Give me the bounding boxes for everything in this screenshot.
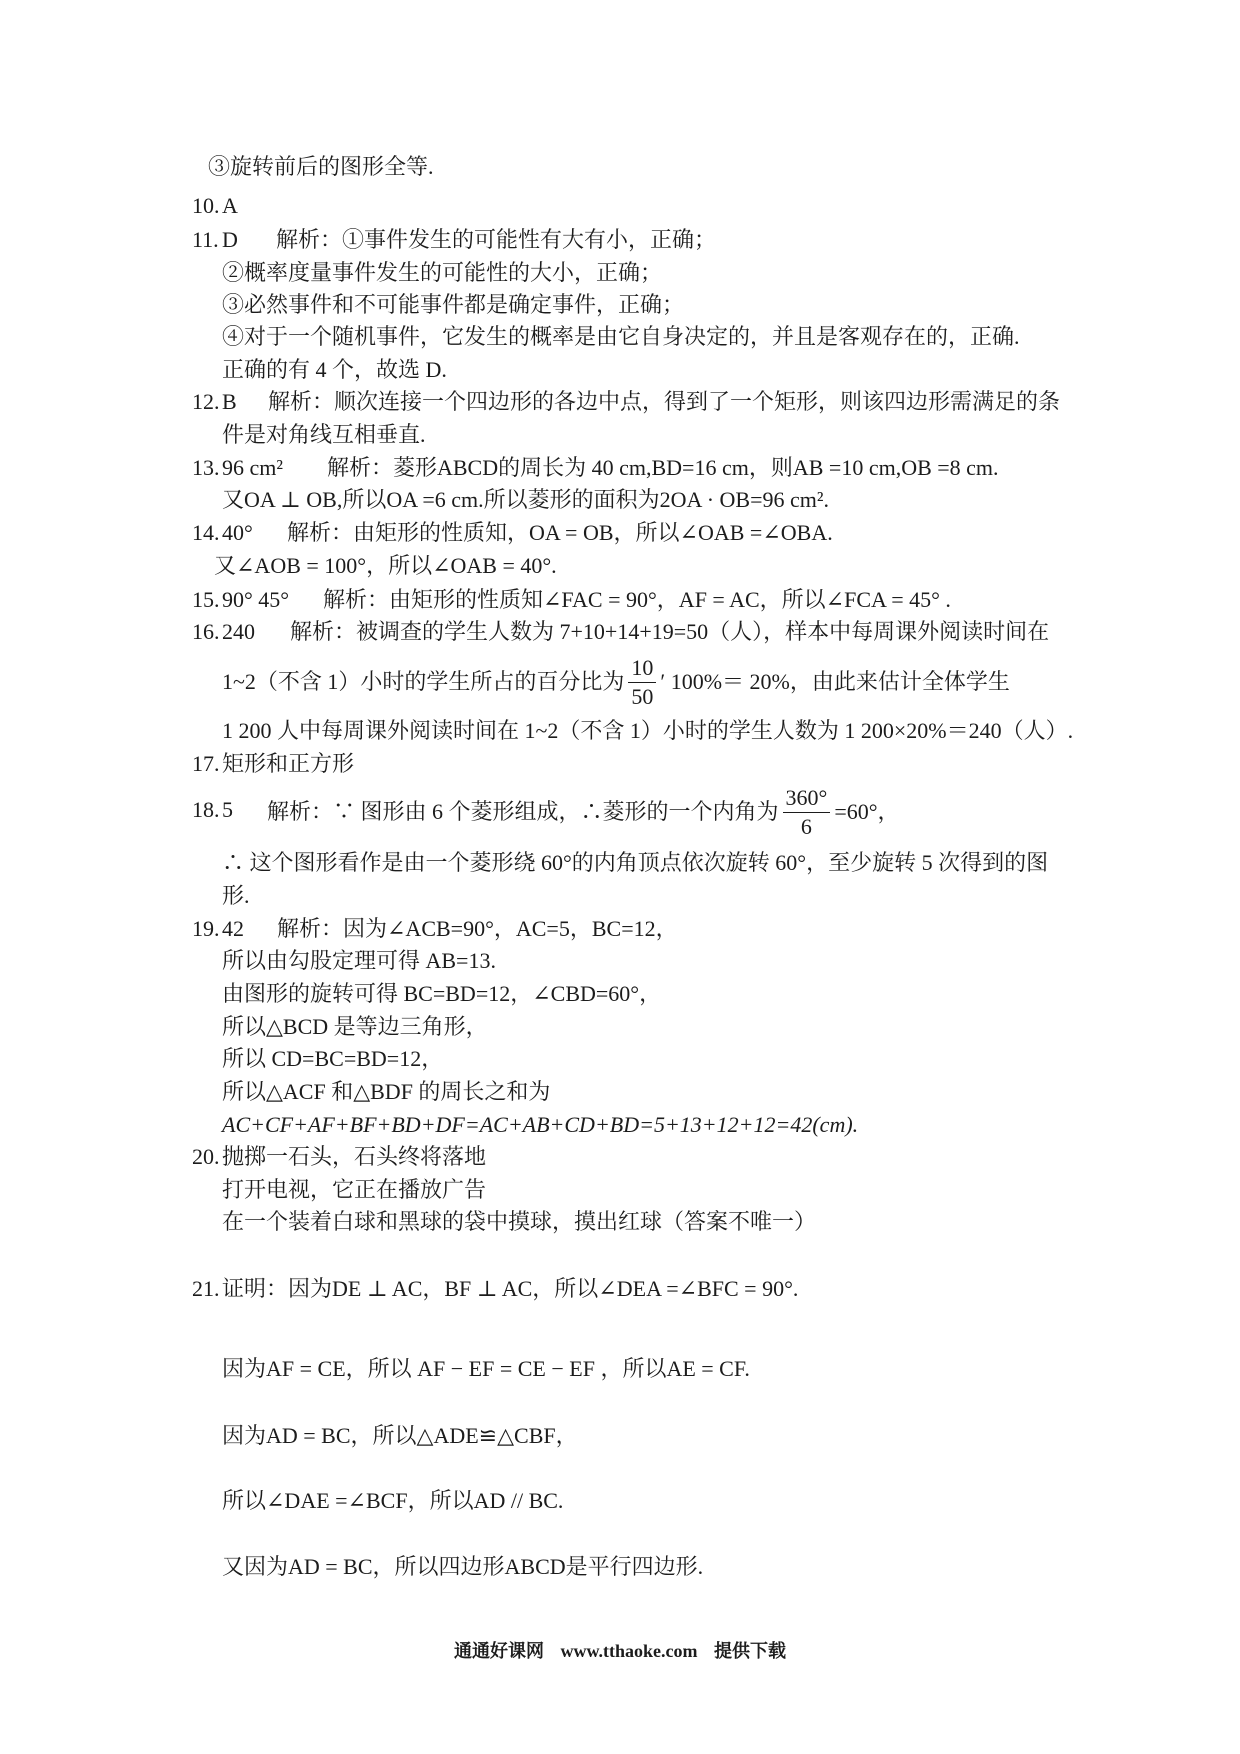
fraction-numerator: 10 [628,654,656,683]
answer-12-number: 12. [192,389,220,414]
answer-14-line: 又∠AOB = 100°，所以∠OAB = 40°. [214,553,557,578]
answer-19-line: 所以 CD=BC=BD=12， [222,1046,444,1071]
answer-20-line: 在一个装着白球和黑球的袋中摸球，摸出红球（答案不唯一） [222,1209,817,1234]
answer-16-number: 16. [192,619,220,644]
answer-19-line: 所以△ACF 和△BDF 的周长之和为 [222,1079,551,1104]
answer-21-proof: 证明：因为DE ⊥ AC，BF ⊥ AC，所以∠DEA =∠BFC = 90°. [222,1276,799,1301]
answer-11-line: 正确的有 4 个，故选 D. [222,357,447,382]
answer-12-line: 件是对角线互相垂直. [222,422,426,447]
answer-18-line: ∴ 这个图形看作是由一个菱形绕 60°的内角顶点依次旋转 60°，至少旋转 5 次得到的图 [222,850,1049,875]
answer-19-line: 所以△BCD 是等边三角形， [222,1014,488,1039]
answer-18-analysis [267,780,900,844]
answer-15-number: 15. [192,587,220,612]
answer-11-line: ③必然事件和不可能事件都是确定事件，正确； [222,292,685,317]
answer-15-analysis: 解析：由矩形的性质知∠FAC = 90°，AF = AC，所以∠FCA = 45° . [323,587,951,612]
answer-16-value: 240 [222,619,255,644]
answer-11-number: 11. [192,227,219,252]
answer-21-line: 因为AF = CE，所以 AF − EF = CE − EF ，所以AE = CF. [222,1356,750,1381]
answer-19-line: 所以由勾股定理可得 AB=13. [222,948,496,973]
answer-14-value: 40° [222,520,253,545]
answer-11-value: D [222,227,238,252]
answer-21-line: 又因为AD = BC，所以四边形ABCD是平行四边形. [222,1554,704,1579]
answer-18-value: 5 [222,797,233,822]
answer-19-value: 42 [222,916,244,941]
answer-12-analysis: 解析：顺次连接一个四边形的各边中点，得到了一个矩形，则该四边形需满足的条 [268,389,1061,414]
answer-19-line: AC+CF+AF+BF+BD+DF=AC+AB+CD+BD=5+13+12+12=42(cm). [222,1112,859,1137]
answer-17-number: 17. [192,751,220,776]
answer-16-analysis: 解析：被调查的学生人数为 7+10+14+19=50（人），样本中每周课外阅读时间在 [290,619,1050,644]
answer-11-line: ②概率度量事件发生的可能性的大小，正确； [222,260,663,285]
answer-11-line: ④对于一个随机事件，它发生的概率是由它自身决定的，并且是客观存在的，正确. [222,324,1020,349]
answer-20-value: 抛掷一石头，石头终将落地 [222,1144,487,1169]
percent-line-text-before: 1~2（不含 1）小时的学生所占的百分比为 [222,669,625,694]
answer-18-line: 形. [222,883,250,908]
answer-17-value: 矩形和正方形 [222,751,355,776]
answer-21-line: 因为AD = BC，所以△ADE≌△CBF， [222,1423,578,1448]
answer-13-number: 13. [192,455,220,480]
fraction [628,654,656,711]
analysis-text-after: =60°， [834,799,900,824]
answer-19-analysis: 解析：因为∠ACB=90°，AC=5，BC=12， [277,916,678,941]
answer-14-number: 14. [192,520,220,545]
answer-13-line: 又OA ⊥ OB,所以OA =6 cm.所以菱形的面积为2OA · OB=96 cm². [222,487,829,512]
answer-20-number: 20. [192,1144,220,1169]
answer-10-number: 10. [192,193,220,218]
answer-16-line: 1 200 人中每周课外阅读时间在 1~2（不含 1）小时的学生人数为 1 200×20%＝240（人）. [222,718,1074,743]
percent-line-text-after: ′ 100%＝ 20%，由此来估计全体学生 [660,669,1010,694]
answer-21-number: 21. [192,1276,220,1301]
answer-14-analysis: 解析：由矩形的性质知，OA = OB，所以∠OAB =∠OBA. [287,520,833,545]
fraction-denominator: 6 [800,813,812,839]
answer-21-line: 所以∠DAE =∠BCF，所以AD // BC. [222,1488,564,1513]
answer-20-line: 打开电视，它正在播放广告 [222,1177,487,1202]
answer-15-value: 90° 45° [222,587,290,612]
answer-11-analysis: 解析：①事件发生的可能性有大有小，正确； [276,227,717,252]
answer-13-analysis: 解析：菱形ABCD的周长为 40 cm,BD=16 cm，则AB =10 cm,OB =8 cm. [327,455,999,480]
fraction-numerator: 360° [783,784,831,813]
answer-12-value: B [222,389,237,414]
answer-13-value: 96 cm² [222,455,283,480]
carryover-line: ③旋转前后的图形全等. [208,154,434,179]
answer-10-value: A [222,193,238,218]
answer-19-line: 由图形的旋转可得 BC=BD=12，∠CBD=60°， [222,981,662,1006]
analysis-text-before: 解析：∵ 图形由 6 个菱形组成，∴菱形的一个内角为 [267,799,779,824]
answer-18-number: 18. [192,797,220,822]
answer-19-number: 19. [192,916,220,941]
page-footer: 通通好课网 www.tthaoke.com 提供下载 [454,1641,786,1661]
fraction [783,784,831,841]
fraction-denominator: 50 [631,683,654,709]
answer-16-percent-line [222,650,1010,714]
